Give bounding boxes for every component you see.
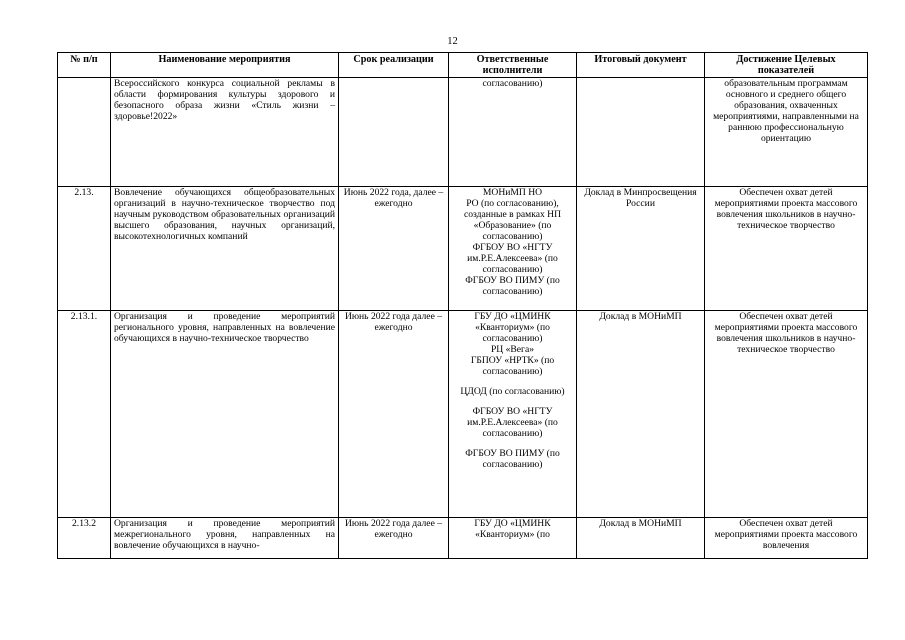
- row-num: 2.13.1.: [58, 311, 111, 518]
- row-executors: [449, 187, 577, 311]
- row-term: [339, 78, 449, 187]
- executor-line: ГБУ ДО «ЦМИНК «Кванториум» (по согласованию): [474, 311, 551, 344]
- executor-line: ФГБОУ ВО «НГТУ им.Р.Е.Алексеева» (по согласованию): [467, 242, 558, 275]
- row-num: [58, 78, 111, 187]
- header-document: Итоговый документ: [577, 53, 705, 78]
- executor-line: ГБПОУ «НРТК» (по согласованию): [470, 355, 555, 377]
- table-row: [58, 78, 868, 187]
- header-name: Наименование мероприятия: [111, 53, 339, 78]
- executor-line: ФГБОУ ВО ПИМУ (по согласованию): [465, 275, 560, 297]
- row-name: Организация и проведение мероприятий межрегионального уровня, направленных на вовлечение обучающихся в научно-: [111, 518, 339, 559]
- executor-line: МОНиМП НО: [482, 187, 543, 198]
- row-executors: [449, 518, 577, 559]
- row-document: [577, 78, 705, 187]
- page-number: 12: [447, 36, 458, 47]
- row-executors: [449, 78, 577, 187]
- row-document: Доклад в МОНиМП: [577, 518, 705, 559]
- row-document: Доклад в Минпросвещения России: [577, 187, 705, 311]
- row-num: 2.13.: [58, 187, 111, 311]
- header-indicators: Достижение Целевых показателей: [705, 53, 868, 78]
- table-row: [58, 518, 868, 559]
- events-table: [57, 52, 868, 559]
- row-term: Июнь 2022 года далее – ежегодно: [339, 518, 449, 559]
- row-executors: [449, 311, 577, 518]
- row-indicators: Обеспечен охват детей мероприятиями проекта массового вовлечения: [705, 518, 868, 559]
- table-header-row: [58, 53, 868, 78]
- executor-line: согласованию): [482, 78, 543, 89]
- row-num: 2.13.2: [58, 518, 111, 559]
- executor-line: ФГБОУ ВО «НГТУ им.Р.Е.Алексеева» (по согласованию): [467, 406, 558, 439]
- header-term: Срок реализации: [339, 53, 449, 78]
- table-row: [58, 311, 868, 518]
- row-document: Доклад в МОНиМП: [577, 311, 705, 518]
- header-executors: Ответственные исполнители: [449, 53, 577, 78]
- row-term: Июнь 2022 года, далее – ежегодно: [339, 187, 449, 311]
- executor-line: РО (по согласованию), созданные в рамках НП «Образование» (по согласованию): [463, 198, 562, 242]
- row-indicators: образовательным программам основного и среднего общего образования, охваченных мероприятиями, направленными на раннюю профессиональную ориентацию: [705, 78, 868, 187]
- executor-line: ФГБОУ ВО ПИМУ (по согласованию): [465, 448, 560, 470]
- row-name: Вовлечение обучающихся общеобразовательных организаций в научно-техническое творчество под научным руководством образовательных организаций высшего образования, научных организаций, высокотехнологичных компаний: [111, 187, 339, 311]
- row-term: Июнь 2022 года далее – ежегодно: [339, 311, 449, 518]
- header-num: № п/п: [58, 53, 111, 78]
- row-indicators: Обеспечен охват детей мероприятиями проекта массового вовлечения школьников в научно-техническое творчество: [705, 187, 868, 311]
- row-name: Организация и проведение мероприятий регионального уровня, направленных на вовлечение обучающихся в научно-техническое творчество: [111, 311, 339, 518]
- executor-line: РЦ «Вега»: [490, 344, 535, 355]
- table-row: [58, 187, 868, 311]
- executor-line: ГБУ ДО «ЦМИНК «Кванториум» (по: [474, 518, 551, 540]
- row-name: Всероссийского конкурса социальной рекламы в области формирования культуры здорового и безопасного образа жизни «Стиль жизни – здоровье!2022»: [111, 78, 339, 187]
- executor-line: ЦДОД (по согласованию): [460, 386, 565, 397]
- row-indicators: Обеспечен охват детей мероприятиями проекта массового вовлечения школьников в научно-техническое творчество: [705, 311, 868, 518]
